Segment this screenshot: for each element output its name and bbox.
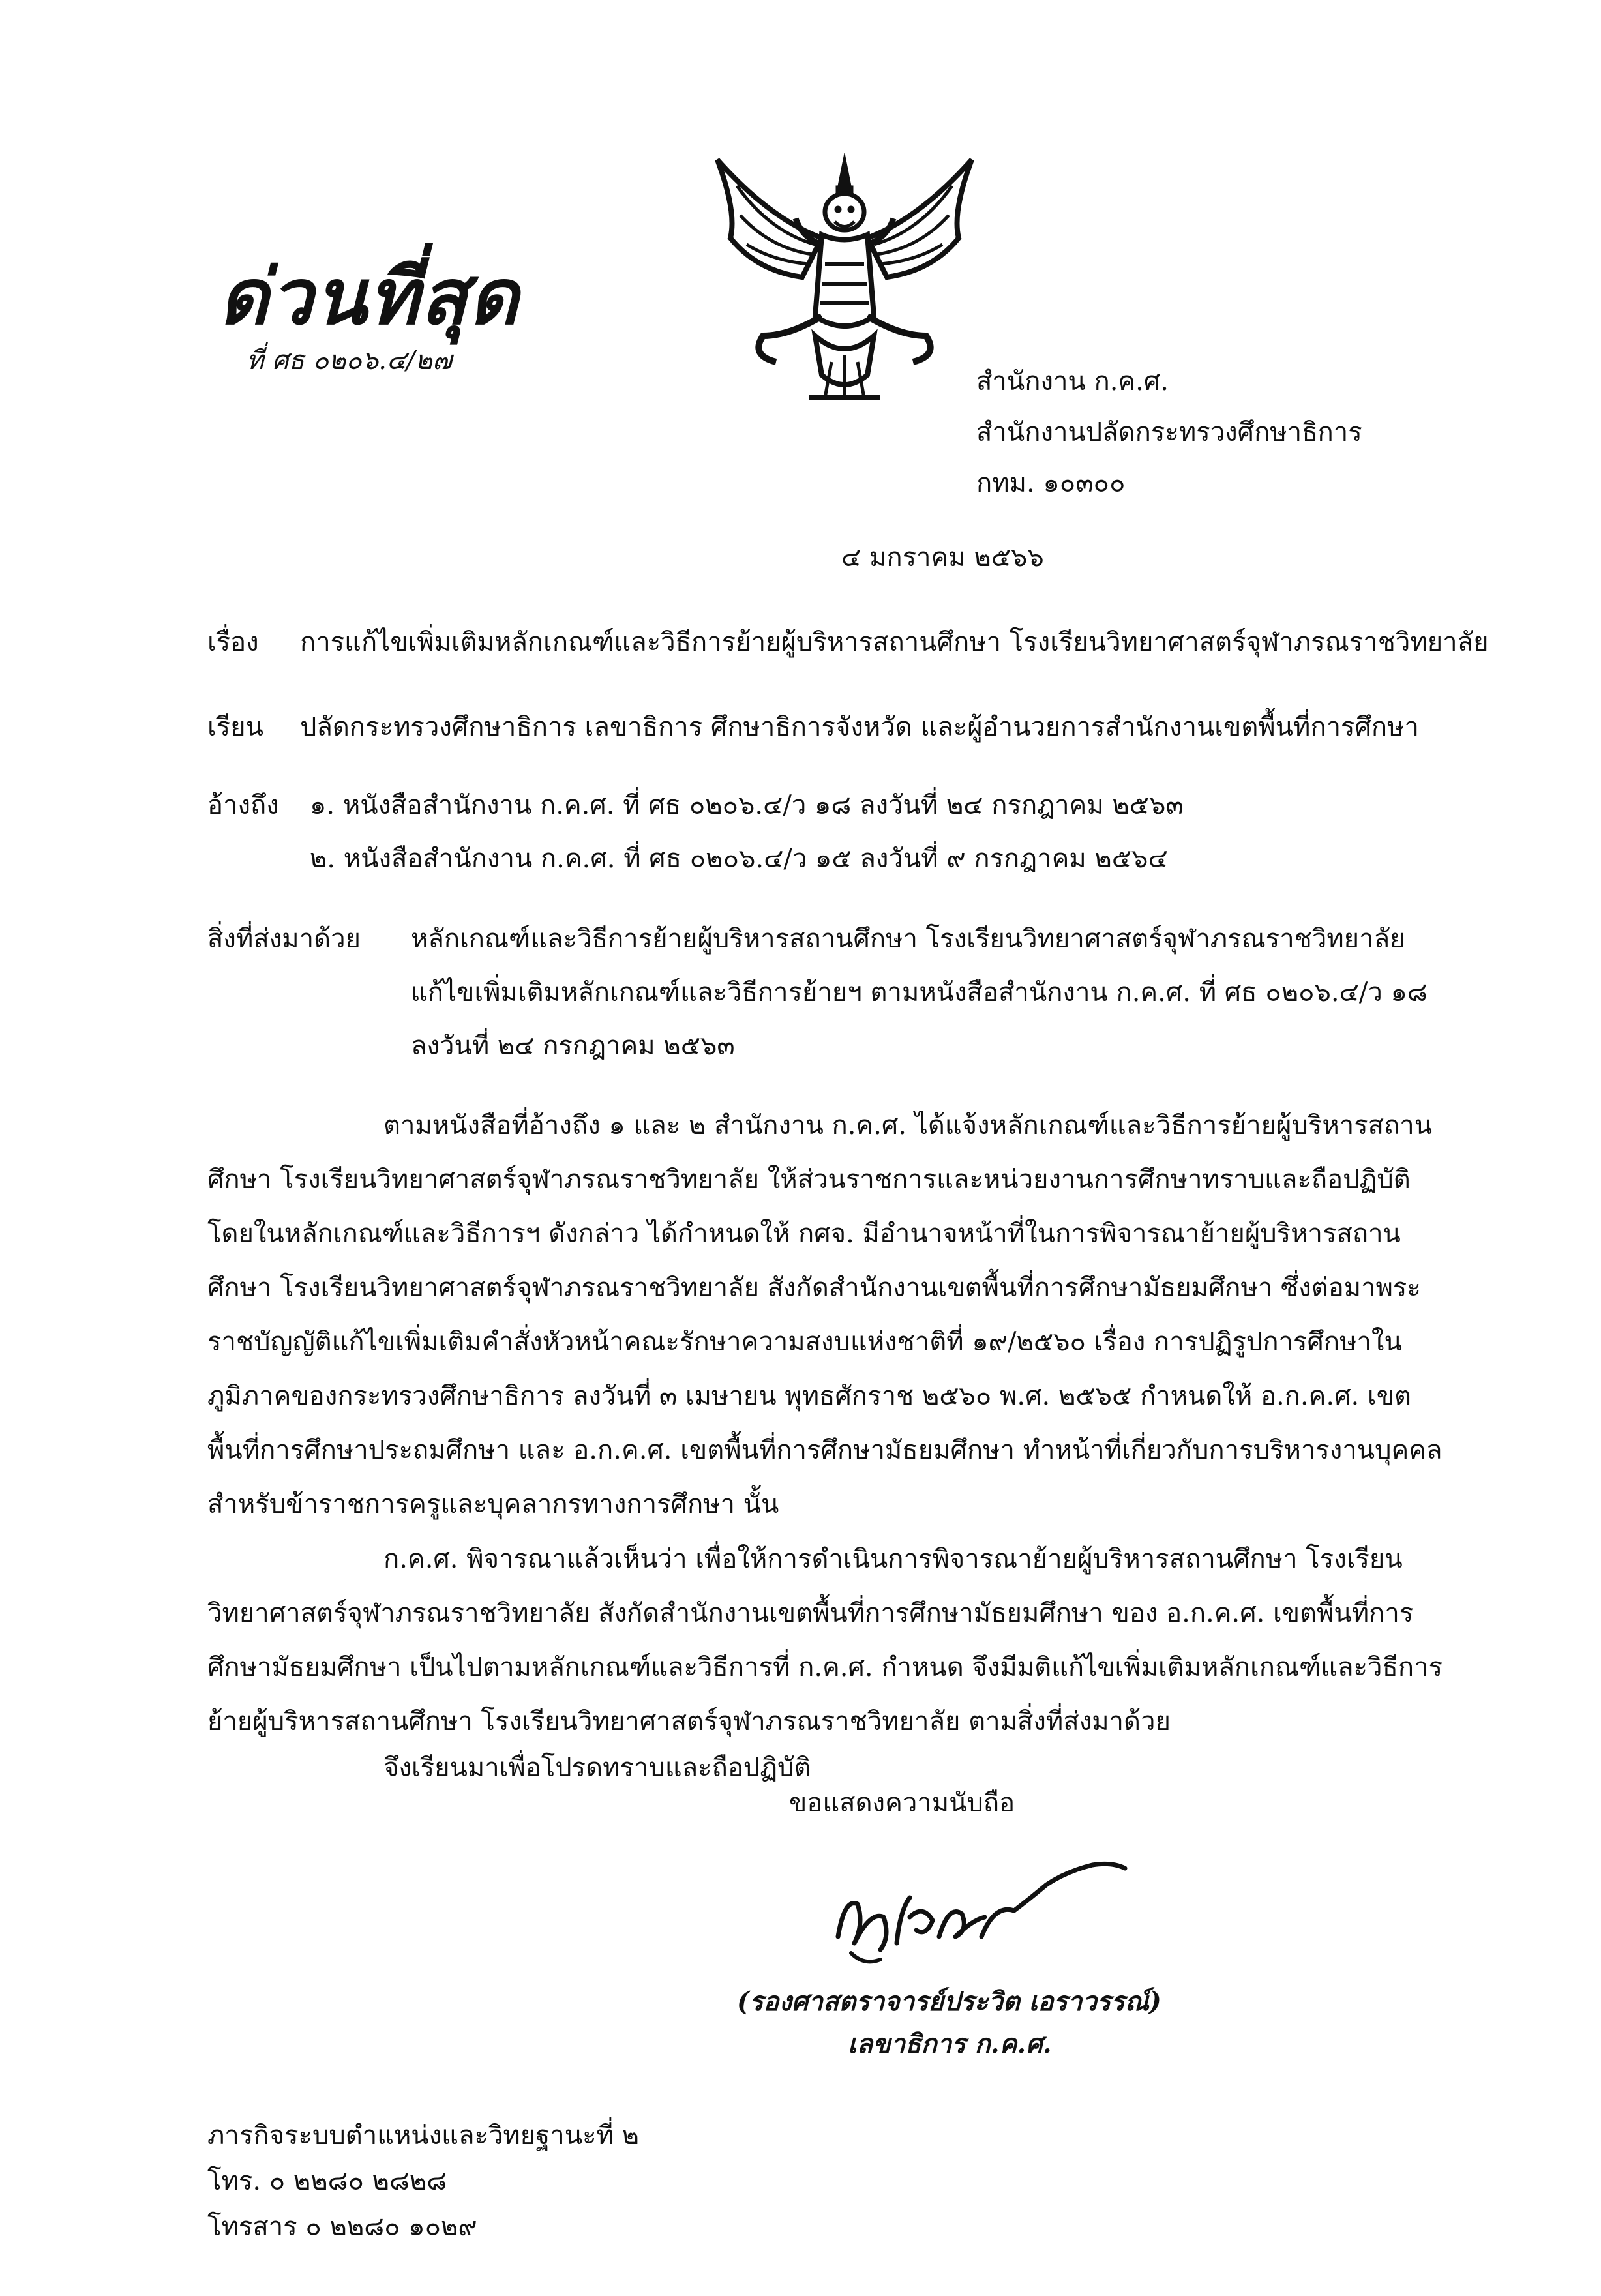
document-date: ๔ มกราคม ๒๕๖๖: [841, 543, 1044, 573]
reference-item: ๑. หนังสือสำนักงาน ก.ค.ศ. ที่ ศธ ๐๒๐๖.๔/ว ๑๘ ลงวันที่ ๒๔ กรกฎาคม ๒๕๖๓: [310, 790, 1184, 820]
footer-department: ภารกิจระบบตำแหน่งและวิทยฐานะที่ ๒: [207, 2121, 640, 2151]
signatory-position: เลขาธิการ ก.ค.ศ.: [848, 2029, 1052, 2059]
enclosure-line: ลงวันที่ ๒๔ กรกฎาคม ๒๕๖๓: [411, 1031, 735, 1061]
body-paragraph-1: ตามหนังสือที่อ้างถึง ๑ และ ๒ สำนักงาน ก.ค.ศ. ได้แจ้งหลักเกณฑ์และวิธีการย้ายผู้บริหารสถานศึกษา โรงเรียนวิทยาศาสตร์จุฬาภรณราชวิทยาลัย ให้ส่วนราชการและหน่วยงานการศึกษาทราบและถือปฏิบัติ โดยในหลักเกณฑ์และวิธีการฯ ดังกล่าว ได้กำหนดให้ กศจ. มีอำนาจหน้าที่ในการพิจารณาย้ายผู้บริหารสถานศึกษา โรงเรียนวิทยาศาสตร์จุฬาภรณราชวิทยาลัย สังกัดสำนักงานเขตพื้นที่การศึกษามัธยมศึกษา ซึ่งต่อมาพระราชบัญญัติแก้ไขเพิ่มเติมคำสั่งหัวหน้าคณะรักษาความสงบแห่งชาติที่ ๑๙/๒๕๖๐ เรื่อง การปฏิรูปการศึกษาในภูมิภาคของกระทรวงศึกษาธิการ ลงวันที่ ๓ เมษายน พุทธศักราช ๒๕๖๐ พ.ศ. ๒๕๖๕ กำหนดให้ อ.ก.ค.ศ. เขตพื้นที่การศึกษาประถมศึกษา และ อ.ก.ค.ศ. เขตพื้นที่การศึกษามัธยมศึกษา ทำหน้าที่เกี่ยวกับการบริหารงานบุคคลสำหรับข้าราชการครูและบุคลากรทางการศึกษา นั้น: [207, 1111, 1443, 1519]
reference-label: อ้างถึง: [207, 790, 279, 820]
reference-item: ๒. หนังสือสำนักงาน ก.ค.ศ. ที่ ศธ ๐๒๐๖.๔/ว ๑๕ ลงวันที่ ๙ กรกฎาคม ๒๕๖๔: [310, 844, 1168, 874]
footer-fax: โทรสาร ๐ ๒๒๘๐ ๑๐๒๙: [207, 2212, 477, 2242]
enclosure-label: สิ่งที่ส่งมาด้วย: [207, 924, 361, 954]
body-paragraph-2: ก.ค.ศ. พิจารณาแล้วเห็นว่า เพื่อให้การดำเนินการพิจารณาย้ายผู้บริหารสถานศึกษา โรงเรียนวิทยาศาสตร์จุฬาภรณราชวิทยาลัย สังกัดสำนักงานเขตพื้นที่การศึกษามัธยมศึกษา ของ อ.ก.ค.ศ. เขตพื้นที่การศึกษามัธยมศึกษา เป็นไปตามหลักเกณฑ์และวิธีการที่ ก.ค.ศ. กำหนด จึงมีมติแก้ไขเพิ่มเติมหลักเกณฑ์และวิธีการย้ายผู้บริหารสถานศึกษา โรงเรียนวิทยาศาสตร์จุฬาภรณราชวิทยาลัย ตามสิ่งที่ส่งมาด้วย: [207, 1544, 1443, 1737]
garuda-emblem: [691, 140, 998, 427]
recipient-label: เรียน: [207, 712, 263, 742]
subject-label: เรื่อง: [207, 627, 259, 657]
address-line-1: สำนักงาน ก.ค.ศ.: [976, 366, 1169, 396]
subject-text: การแก้ไขเพิ่มเติมหลักเกณฑ์และวิธีการย้ายผู้บริหารสถานศึกษา โรงเรียนวิทยาศาสตร์จุฬาภรณราชวิทยาลัย: [300, 627, 1489, 657]
signatory-name: (รองศาสตราจารย์ประวิต เอราวรรณ์): [737, 1986, 1161, 2017]
body-paragraph-3: จึงเรียนมาเพื่อโปรดทราบและถือปฏิบัติ: [383, 1753, 811, 1783]
address-line-3: กทม. ๑๐๓๐๐: [976, 468, 1126, 498]
enclosure-line: หลักเกณฑ์และวิธีการย้ายผู้บริหารสถานศึกษา โรงเรียนวิทยาศาสตร์จุฬาภรณราชวิทยาลัย: [411, 924, 1405, 954]
closing-phrase: ขอแสดงความนับถือ: [789, 1788, 1015, 1818]
document-number: ที่ ศธ ๐๒๐๖.๔/๒๗: [247, 346, 453, 376]
recipient-text: ปลัดกระทรวงศึกษาธิการ เลขาธิการ ศึกษาธิการจังหวัด และผู้อำนวยการสำนักงานเขตพื้นที่การศึกษา: [300, 712, 1419, 742]
address-line-2: สำนักงานปลัดกระทรวงศึกษาธิการ: [976, 417, 1362, 447]
handwritten-signature: [818, 1839, 1131, 1976]
enclosure-line: แก้ไขเพิ่มเติมหลักเกณฑ์และวิธีการย้ายฯ ตามหนังสือสำนักงาน ก.ค.ศ. ที่ ศธ ๐๒๐๖.๔/ว ๑๘: [411, 977, 1428, 1007]
footer-phone: โทร. ๐ ๒๒๘๐ ๒๘๒๘: [207, 2166, 447, 2196]
urgency-heading: ด่วนที่สุด: [218, 251, 520, 342]
